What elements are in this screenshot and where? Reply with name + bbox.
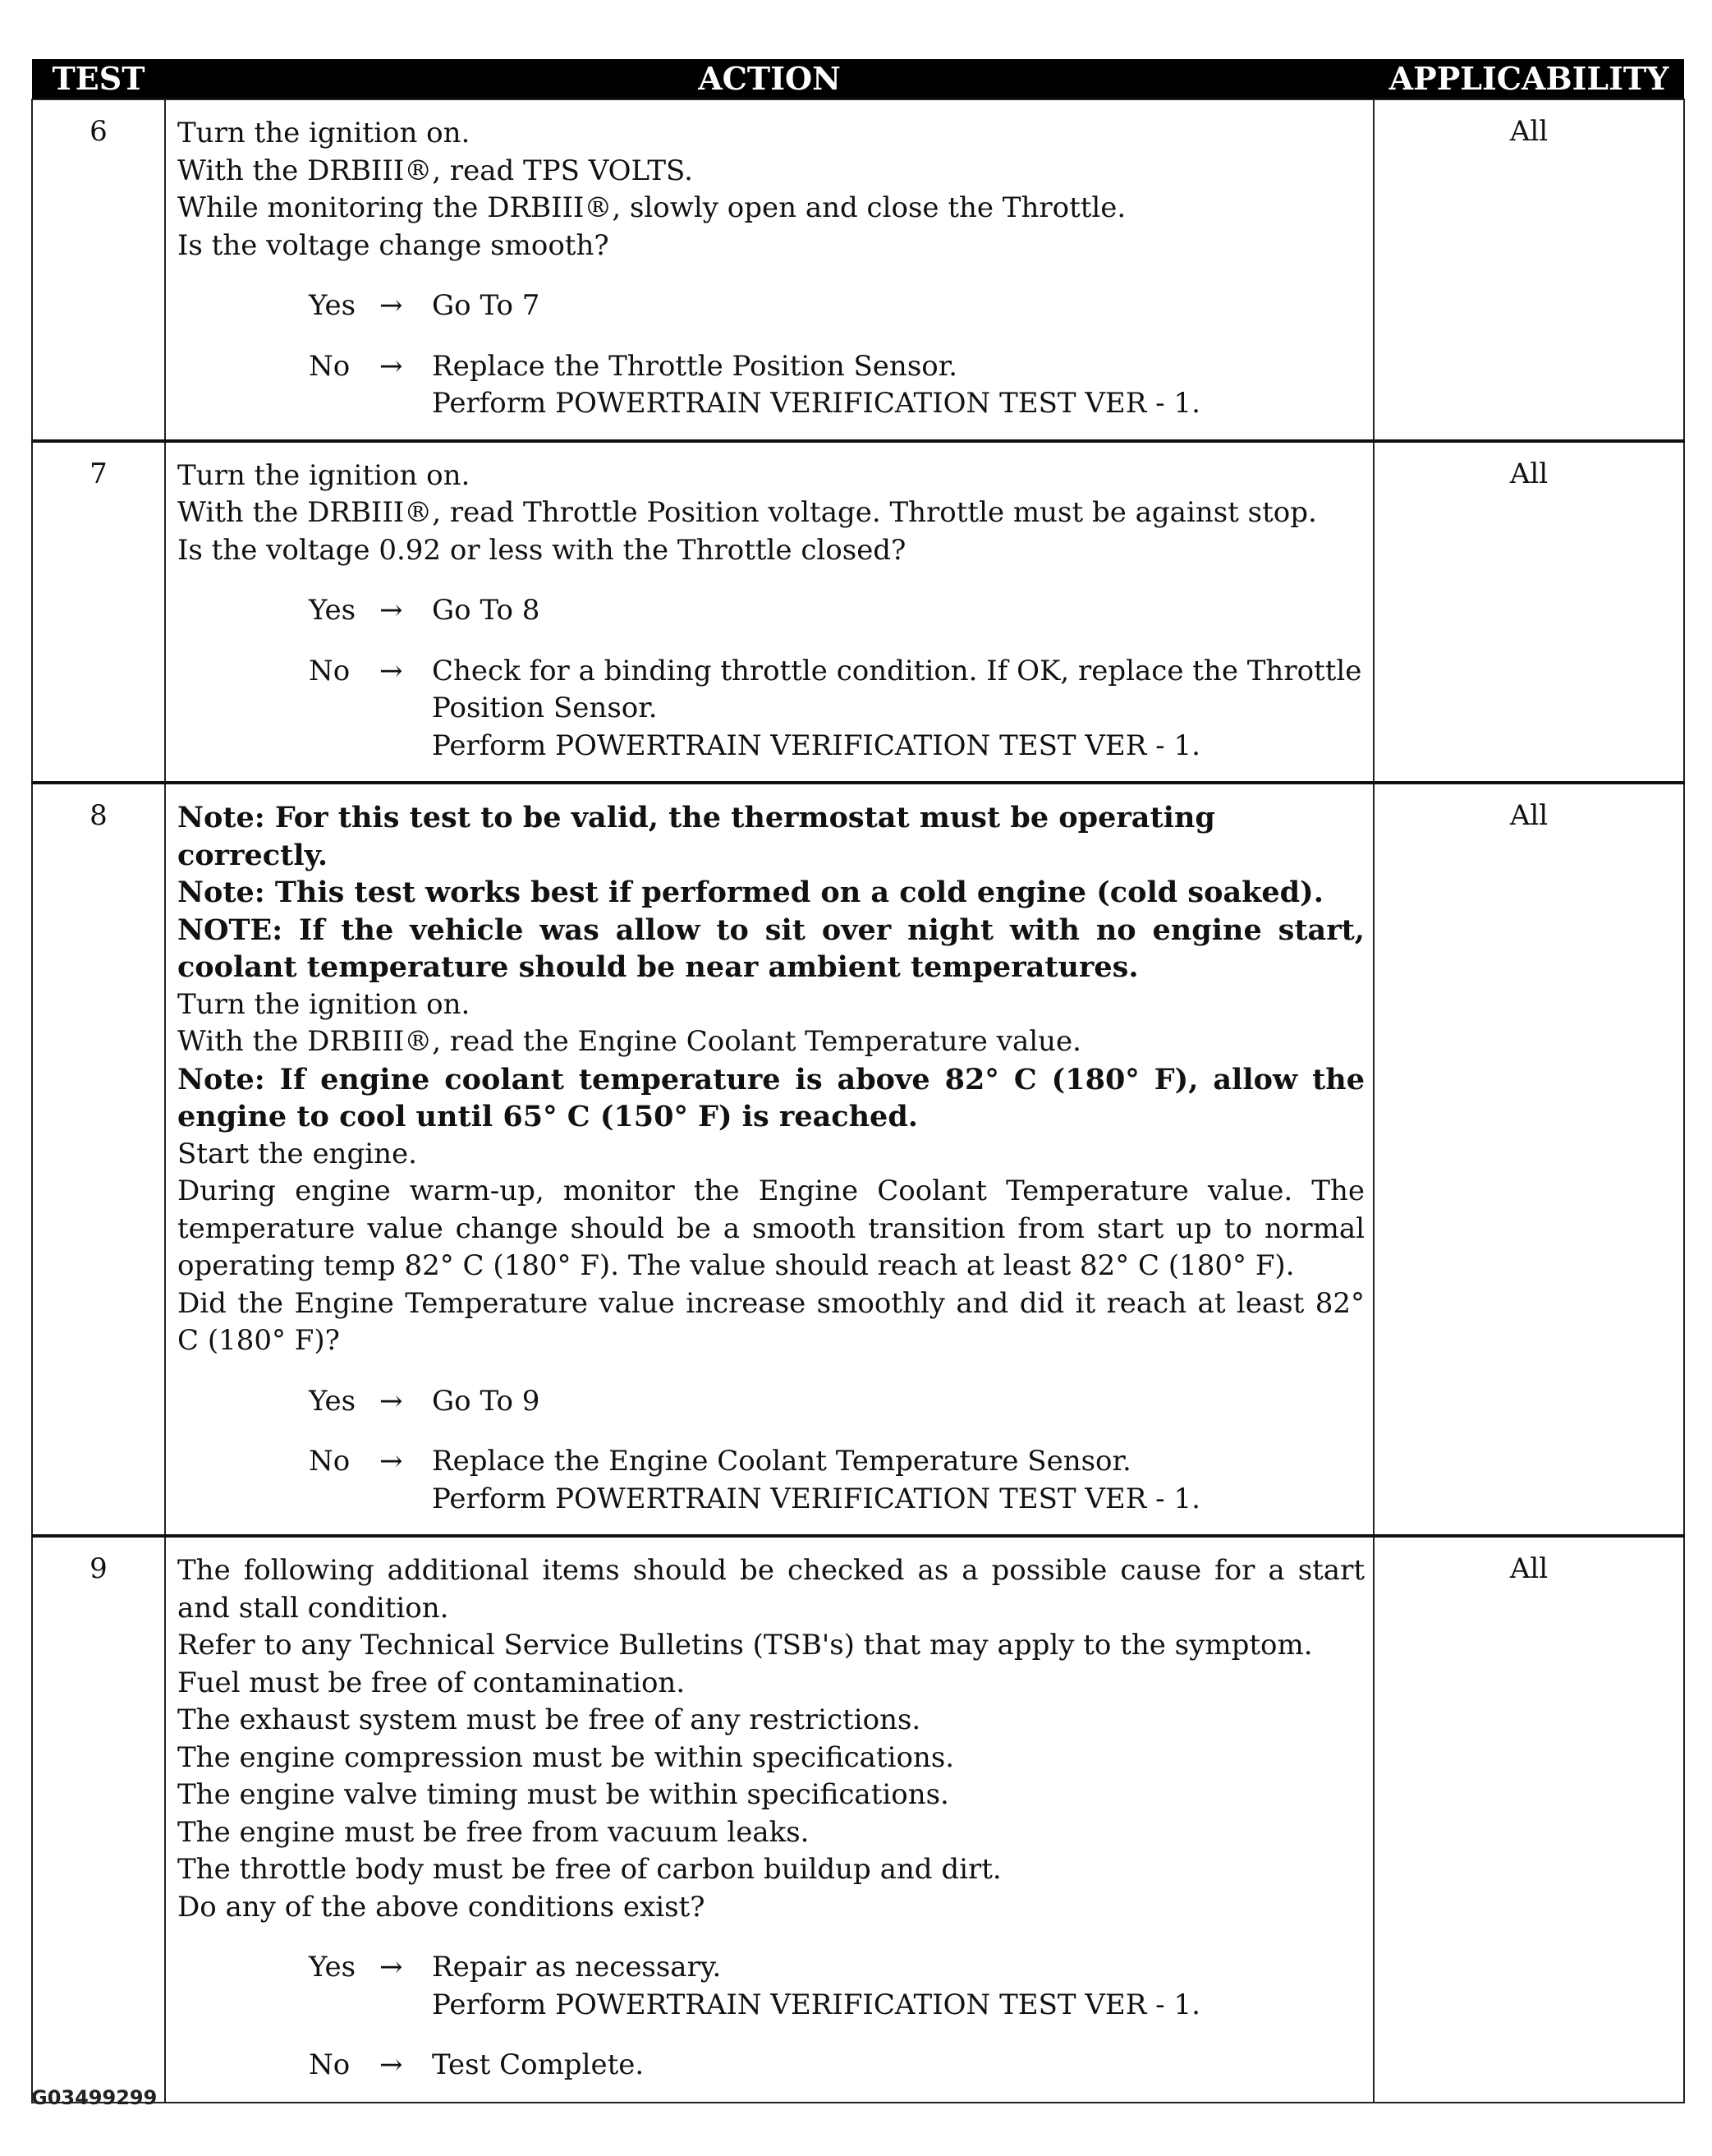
- action-line: The engine must be free from vacuum leaks.: [177, 1815, 810, 1849]
- action-line: Is the voltage change smooth?: [177, 228, 609, 262]
- test-number: 8: [32, 783, 165, 1536]
- action-line: Did the Engine Temperature value increase smoothly and did it reach at least 82° C (180° F)?: [177, 1286, 1365, 1357]
- test-applicability: All: [1374, 441, 1684, 784]
- answer-result: Check for a binding throttle condition. If OK, replace the Throttle: [432, 654, 1362, 687]
- answer-label: No: [309, 2048, 351, 2081]
- right-arrow-icon: →: [379, 1384, 403, 1418]
- header-test: TEST: [32, 59, 165, 99]
- action-line: Turn the ignition on.: [177, 987, 470, 1021]
- action-line: Turn the ignition on.: [177, 458, 470, 492]
- answer-label: No: [309, 1445, 351, 1478]
- right-arrow-icon: →: [379, 289, 403, 322]
- table-header-row: [32, 59, 1684, 99]
- no-answer: [309, 348, 1365, 423]
- diagnostic-table-page: [31, 59, 1683, 2103]
- action-line: During engine warm-up, monitor the Engine Coolant Temperature value. The temperature value change should be a smooth transition from start up to normal operating temp 82° C (180° F). The value should reach at least 82° C (180° F).: [177, 1175, 1365, 1282]
- answer-result: Replace the Engine Coolant Temperature Sensor.: [432, 1445, 1131, 1478]
- action-line: The engine valve timing must be within specifications.: [177, 1778, 949, 1811]
- test-number: 7: [32, 441, 165, 784]
- test-applicability: All: [1374, 99, 1684, 441]
- diagnostic-test-table: [31, 59, 1685, 2103]
- answer-result: Perform POWERTRAIN VERIFICATION TEST VER - 1.: [432, 387, 1200, 420]
- action-line: Fuel must be free of contamination.: [177, 1666, 686, 1699]
- no-answer: [309, 1443, 1365, 1518]
- action-line: The throttle body must be free of carbon buildup and dirt.: [177, 1853, 1002, 1886]
- action-line: Refer to any Technical Service Bulletins (TSB's) that may apply to the symptom.: [177, 1629, 1313, 1662]
- action-line: The following additional items should be checked as a possible cause for a start and stall condition.: [177, 1554, 1365, 1625]
- test-action: [165, 1536, 1374, 2103]
- header-applicability: APPLICABILITY: [1374, 59, 1684, 99]
- answer-result: Perform POWERTRAIN VERIFICATION TEST VER - 1.: [432, 729, 1200, 762]
- figure-code: G03499299: [31, 2086, 158, 2109]
- note-line: Note: For this test to be valid, the thermostat must be operating correctly.: [177, 801, 1215, 872]
- action-line: With the DRBIII®, read the Engine Coolant Temperature value.: [177, 1025, 1081, 1058]
- action-line: The exhaust system must be free of any restrictions.: [177, 1703, 921, 1736]
- yes-answer: [309, 1949, 1365, 2024]
- table-row: [32, 783, 1684, 1536]
- answer-result: Perform POWERTRAIN VERIFICATION TEST VER - 1.: [432, 1988, 1200, 2021]
- answer-label: Yes: [309, 1951, 356, 1984]
- right-arrow-icon: →: [379, 654, 403, 687]
- right-arrow-icon: →: [379, 594, 403, 627]
- answer-result: Go To 8: [432, 594, 540, 627]
- answer-label: No: [309, 654, 351, 687]
- answer-result: Go To 7: [432, 289, 540, 322]
- table-row: [32, 99, 1684, 441]
- test-applicability: All: [1374, 1536, 1684, 2103]
- right-arrow-icon: →: [379, 2048, 403, 2081]
- right-arrow-icon: →: [379, 1951, 403, 1984]
- answer-result: Perform POWERTRAIN VERIFICATION TEST VER - 1.: [432, 1482, 1200, 1515]
- yes-answer: [309, 1383, 1365, 1421]
- table-row: [32, 1536, 1684, 2103]
- action-line: While monitoring the DRBIII®, slowly open and close the Throttle.: [177, 191, 1127, 224]
- test-action: [165, 441, 1374, 784]
- note-line: Note: This test works best if performed on a cold engine (cold soaked).: [177, 876, 1324, 909]
- note-line: Note: If engine coolant temperature is above 82° C (180° F), allow the engine to cool until 65° C (150° F) is reached.: [177, 1062, 1365, 1133]
- action-line: With the DRBIII®, read TPS VOLTS.: [177, 154, 693, 187]
- answer-result: Position Sensor.: [432, 692, 658, 724]
- table-row: [32, 441, 1684, 784]
- answer-result: Test Complete.: [432, 2048, 645, 2081]
- action-line: Do any of the above conditions exist?: [177, 1890, 705, 1924]
- yes-answer: [309, 592, 1365, 630]
- answer-label: Yes: [309, 289, 356, 322]
- action-line: Turn the ignition on.: [177, 117, 470, 149]
- answer-result: Go To 9: [432, 1384, 540, 1418]
- header-action: ACTION: [165, 59, 1374, 99]
- action-line: The engine compression must be within specifications.: [177, 1740, 955, 1774]
- test-number: 9: [32, 1536, 165, 2103]
- action-line: Start the engine.: [177, 1137, 417, 1170]
- test-action: [165, 783, 1374, 1536]
- answer-result: Repair as necessary.: [432, 1951, 722, 1984]
- test-applicability: All: [1374, 783, 1684, 1536]
- answer-result: Replace the Throttle Position Sensor.: [432, 349, 958, 383]
- no-answer: [309, 653, 1365, 765]
- test-action: [165, 99, 1374, 441]
- test-number: 6: [32, 99, 165, 441]
- right-arrow-icon: →: [379, 349, 403, 383]
- yes-answer: [309, 287, 1365, 325]
- answer-label: Yes: [309, 594, 356, 627]
- answer-label: Yes: [309, 1384, 356, 1418]
- action-line: With the DRBIII®, read Throttle Position voltage. Throttle must be against stop.: [177, 496, 1317, 529]
- note-line: NOTE: If the vehicle was allow to sit over night with no engine start, coolant temperature should be near ambient temperatures.: [177, 913, 1365, 984]
- no-answer: [309, 2047, 1365, 2085]
- answer-label: No: [309, 349, 351, 383]
- action-line: Is the voltage 0.92 or less with the Throttle closed?: [177, 533, 906, 567]
- right-arrow-icon: →: [379, 1445, 403, 1478]
